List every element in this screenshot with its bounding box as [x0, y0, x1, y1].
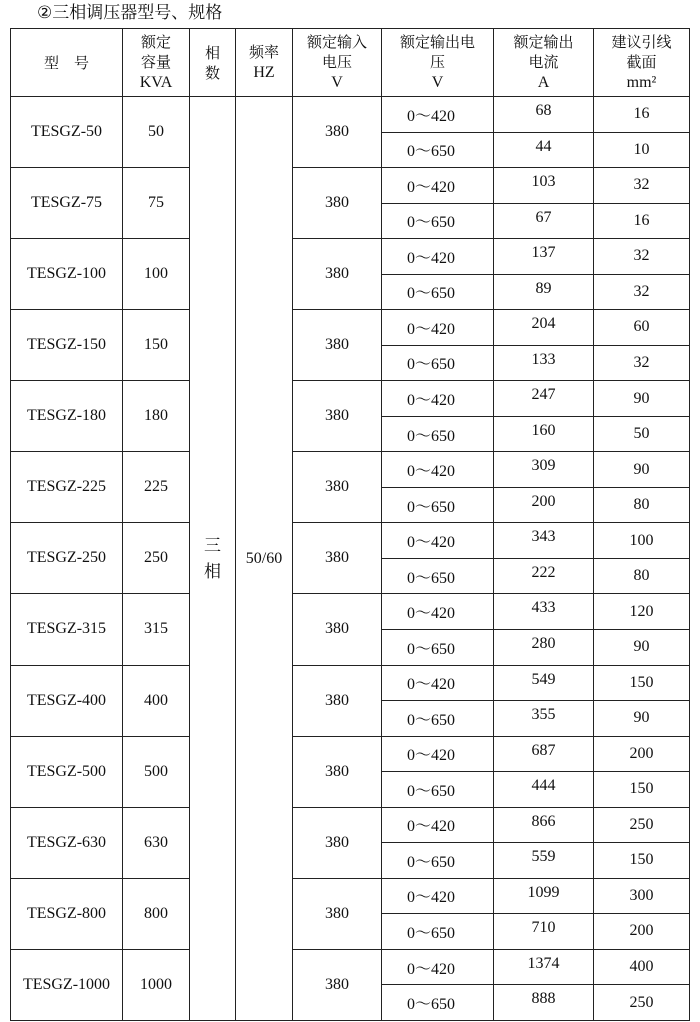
wire-section-cell: 300 — [594, 878, 690, 914]
input-voltage-cell: 380 — [293, 381, 382, 452]
model-cell: TESGZ-315 — [11, 594, 123, 665]
wire-section-cell: 250 — [594, 985, 690, 1021]
capacity-cell: 225 — [123, 452, 190, 523]
wire-section-cell: 200 — [594, 736, 690, 772]
wire-section-cell: 200 — [594, 914, 690, 950]
output-voltage-cell: 0～420 — [382, 807, 494, 843]
header-output-current: 额定输出 电流 A — [494, 29, 594, 97]
output-current-cell: 44 — [494, 132, 594, 168]
model-cell: TESGZ-500 — [11, 736, 123, 807]
spec-table — [10, 28, 690, 1021]
table-row — [11, 381, 690, 417]
output-current-cell: 247 — [494, 381, 594, 417]
model-cell: TESGZ-75 — [11, 168, 123, 239]
table-row — [11, 807, 690, 843]
capacity-cell: 100 — [123, 239, 190, 310]
table-row — [11, 168, 690, 204]
output-voltage-cell: 0～420 — [382, 168, 494, 204]
output-voltage-cell: 0～420 — [382, 949, 494, 985]
output-voltage-cell: 0～650 — [382, 914, 494, 950]
capacity-cell: 180 — [123, 381, 190, 452]
output-current-cell: 1374 — [494, 949, 594, 985]
wire-section-cell: 50 — [594, 416, 690, 452]
output-current-cell: 133 — [494, 345, 594, 381]
input-voltage-cell: 380 — [293, 594, 382, 665]
model-cell: TESGZ-1000 — [11, 949, 123, 1020]
header-phase: 相 数 — [190, 29, 236, 97]
output-current-cell: 559 — [494, 843, 594, 879]
output-voltage-cell: 0～420 — [382, 97, 494, 133]
output-current-cell: 137 — [494, 239, 594, 275]
table-row — [11, 97, 690, 133]
page-heading: ②三相调压器型号、规格 — [37, 3, 223, 23]
output-current-cell: 67 — [494, 203, 594, 239]
output-voltage-cell: 0～420 — [382, 523, 494, 559]
table-row — [11, 452, 690, 488]
model-cell: TESGZ-225 — [11, 452, 123, 523]
wire-section-cell: 80 — [594, 487, 690, 523]
table-row — [11, 949, 690, 985]
wire-section-cell: 90 — [594, 629, 690, 665]
table-row — [11, 239, 690, 275]
header-frequency: 频率 HZ — [236, 29, 293, 97]
model-cell: TESGZ-800 — [11, 878, 123, 949]
output-voltage-cell: 0～650 — [382, 203, 494, 239]
output-current-cell: 200 — [494, 487, 594, 523]
output-current-cell: 222 — [494, 558, 594, 594]
output-voltage-cell: 0～420 — [382, 594, 494, 630]
output-voltage-cell: 0～650 — [382, 132, 494, 168]
header-output-voltage: 额定输出电 压 V — [382, 29, 494, 97]
wire-section-cell: 80 — [594, 558, 690, 594]
output-current-cell: 89 — [494, 274, 594, 310]
header-input-voltage: 额定输入 电压 V — [293, 29, 382, 97]
model-cell: TESGZ-150 — [11, 310, 123, 381]
model-cell: TESGZ-250 — [11, 523, 123, 594]
wire-section-cell: 250 — [594, 807, 690, 843]
output-current-cell: 549 — [494, 665, 594, 701]
wire-section-cell: 150 — [594, 843, 690, 879]
table-row — [11, 665, 690, 701]
wire-section-cell: 10 — [594, 132, 690, 168]
wire-section-cell: 32 — [594, 345, 690, 381]
output-voltage-cell: 0～420 — [382, 239, 494, 275]
input-voltage-cell: 380 — [293, 452, 382, 523]
frequency-cell: 50/60 — [236, 97, 293, 1021]
output-voltage-cell: 0～650 — [382, 843, 494, 879]
input-voltage-cell: 380 — [293, 310, 382, 381]
output-current-cell: 687 — [494, 736, 594, 772]
output-current-cell: 343 — [494, 523, 594, 559]
model-cell: TESGZ-50 — [11, 97, 123, 168]
table-row — [11, 310, 690, 346]
header-wire-section: 建议引线 截面 mm² — [594, 29, 690, 97]
wire-section-cell: 16 — [594, 97, 690, 133]
capacity-cell: 250 — [123, 523, 190, 594]
output-current-cell: 160 — [494, 416, 594, 452]
output-voltage-cell: 0～420 — [382, 736, 494, 772]
input-voltage-cell: 380 — [293, 168, 382, 239]
model-cell: TESGZ-180 — [11, 381, 123, 452]
capacity-cell: 315 — [123, 594, 190, 665]
wire-section-cell: 150 — [594, 772, 690, 808]
model-cell: TESGZ-100 — [11, 239, 123, 310]
header-model: 型 号 — [11, 29, 123, 97]
output-voltage-cell: 0～650 — [382, 629, 494, 665]
output-current-cell: 433 — [494, 594, 594, 630]
table-body — [11, 97, 690, 1021]
input-voltage-cell: 380 — [293, 878, 382, 949]
output-voltage-cell: 0～650 — [382, 558, 494, 594]
output-voltage-cell: 0～650 — [382, 345, 494, 381]
wire-section-cell: 400 — [594, 949, 690, 985]
wire-section-cell: 90 — [594, 701, 690, 737]
table-row — [11, 594, 690, 630]
wire-section-cell: 120 — [594, 594, 690, 630]
output-current-cell: 1099 — [494, 878, 594, 914]
wire-section-cell: 32 — [594, 168, 690, 204]
input-voltage-cell: 380 — [293, 949, 382, 1020]
output-current-cell: 309 — [494, 452, 594, 488]
output-current-cell: 280 — [494, 629, 594, 665]
input-voltage-cell: 380 — [293, 807, 382, 878]
output-current-cell: 204 — [494, 310, 594, 346]
capacity-cell: 500 — [123, 736, 190, 807]
output-current-cell: 355 — [494, 701, 594, 737]
wire-section-cell: 90 — [594, 381, 690, 417]
capacity-cell: 400 — [123, 665, 190, 736]
output-current-cell: 866 — [494, 807, 594, 843]
output-voltage-cell: 0～420 — [382, 381, 494, 417]
capacity-cell: 1000 — [123, 949, 190, 1020]
table-row — [11, 878, 690, 914]
output-current-cell: 444 — [494, 772, 594, 808]
input-voltage-cell: 380 — [293, 239, 382, 310]
model-cell: TESGZ-400 — [11, 665, 123, 736]
output-voltage-cell: 0～650 — [382, 701, 494, 737]
wire-section-cell: 32 — [594, 239, 690, 275]
table-row — [11, 523, 690, 559]
output-current-cell: 888 — [494, 985, 594, 1021]
output-current-cell: 68 — [494, 97, 594, 133]
capacity-cell: 630 — [123, 807, 190, 878]
capacity-cell: 150 — [123, 310, 190, 381]
output-voltage-cell: 0～420 — [382, 452, 494, 488]
header-row — [11, 29, 690, 97]
wire-section-cell: 90 — [594, 452, 690, 488]
output-voltage-cell: 0～650 — [382, 985, 494, 1021]
wire-section-cell: 60 — [594, 310, 690, 346]
output-voltage-cell: 0～420 — [382, 665, 494, 701]
input-voltage-cell: 380 — [293, 665, 382, 736]
output-voltage-cell: 0～420 — [382, 878, 494, 914]
wire-section-cell: 150 — [594, 665, 690, 701]
table-row — [11, 736, 690, 772]
wire-section-cell: 32 — [594, 274, 690, 310]
output-voltage-cell: 0～650 — [382, 274, 494, 310]
header-capacity: 额定 容量 KVA — [123, 29, 190, 97]
output-voltage-cell: 0～650 — [382, 416, 494, 452]
wire-section-cell: 16 — [594, 203, 690, 239]
input-voltage-cell: 380 — [293, 736, 382, 807]
output-voltage-cell: 0～650 — [382, 487, 494, 523]
phase-cell: 三 相 — [190, 97, 236, 1021]
capacity-cell: 800 — [123, 878, 190, 949]
capacity-cell: 50 — [123, 97, 190, 168]
wire-section-cell: 100 — [594, 523, 690, 559]
input-voltage-cell: 380 — [293, 97, 382, 168]
capacity-cell: 75 — [123, 168, 190, 239]
input-voltage-cell: 380 — [293, 523, 382, 594]
output-current-cell: 710 — [494, 914, 594, 950]
output-voltage-cell: 0～420 — [382, 310, 494, 346]
model-cell: TESGZ-630 — [11, 807, 123, 878]
output-voltage-cell: 0～650 — [382, 772, 494, 808]
output-current-cell: 103 — [494, 168, 594, 204]
